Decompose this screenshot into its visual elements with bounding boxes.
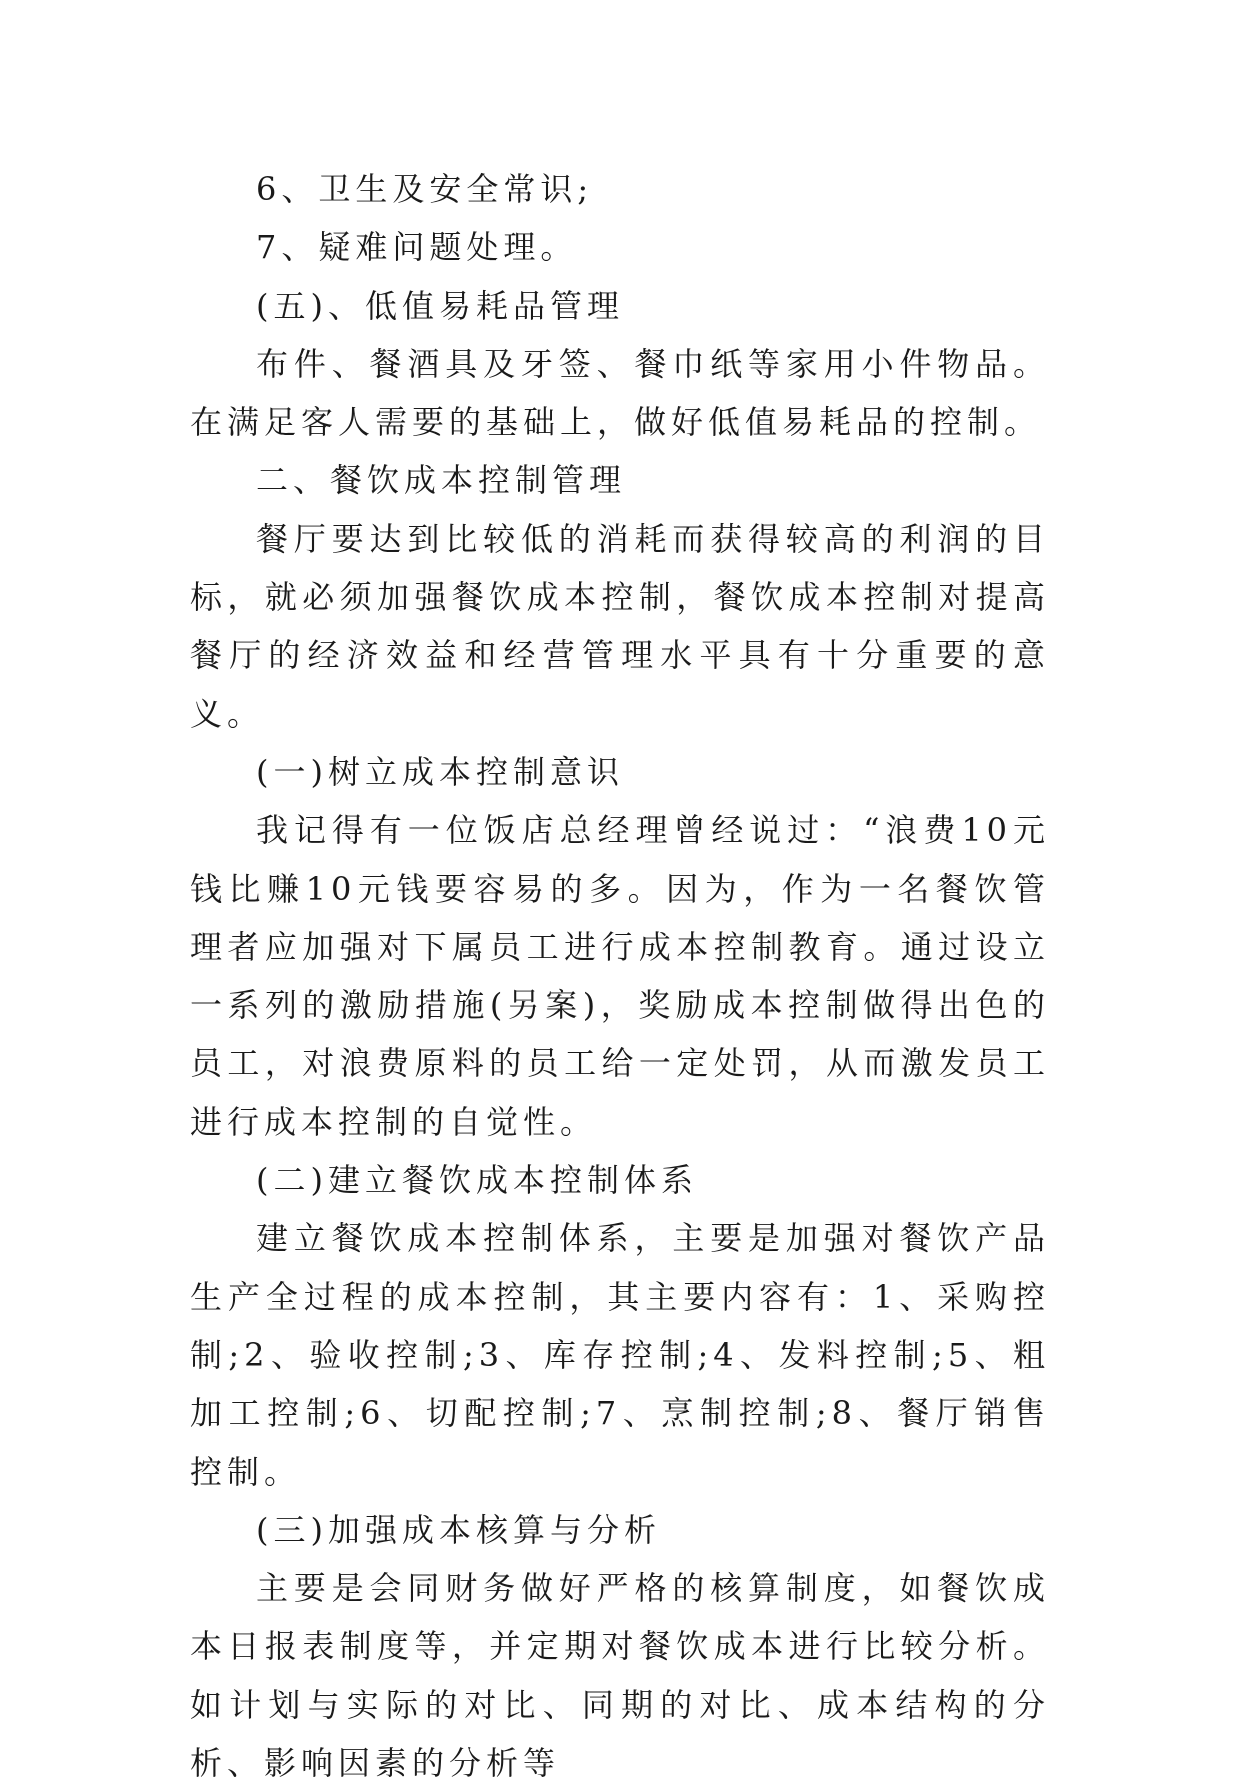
section-heading-cost-control: 二、餐饮成本控制管理 — [256, 461, 627, 500]
paragraph-cost-analysis: 主要是会同财务做好严格的核算制度，如餐饮成本日报表制度等，并定期对餐饮成本进行比较分析。如计划与实际的对比、同期的对比、成本结构的分析、影响因素的分析等 — [190, 1569, 1050, 1783]
paragraph-cost-control-intro: 餐厅要达到比较低的消耗而获得较高的利润的目标，就必须加强餐饮成本控制，餐饮成本控制对提高餐厅的经济效益和经营管理水平具有十分重要的意义。 — [190, 519, 1050, 733]
document-body — [190, 160, 1050, 1792]
paragraph-control-system: 建立餐饮成本控制体系，主要是加强对餐饮产品生产全过程的成本控制，其主要内容有：1、采购控制;2、验收控制;3、库存控制;4、发料控制;5、粗加工控制;6、切配控制;7、烹制控制;8、餐厅销售控制。 — [190, 1219, 1050, 1491]
paragraph-cost-awareness: 我记得有一位饭店总经理曾经说过：“浪费10元钱比赚10元钱要容易的多。因为，作为一名餐饮管理者应加强对下属员工进行成本控制教育。通过设立一系列的激励措施(另案)，奖励成本控制做得出色的员工，对浪费原料的员工给一定处罚，从而激发员工进行成本控制的自觉性。 — [190, 811, 1050, 1141]
subheading-cost-awareness: (一)树立成本控制意识 — [256, 752, 624, 791]
section-heading-consumables: (五)、低值易耗品管理 — [256, 286, 624, 325]
list-item-hygiene-safety: 6、卫生及安全常识; — [256, 170, 594, 208]
list-item-problem-handling: 7、疑难问题处理。 — [256, 228, 578, 267]
paragraph-consumables: 布件、餐酒具及牙签、餐巾纸等家用小件物品。在满足客人需要的基础上，做好低值易耗品的控制。 — [190, 344, 1050, 442]
subheading-control-system: (二)建立餐饮成本控制体系 — [256, 1161, 698, 1200]
subheading-cost-analysis: (三)加强成本核算与分析 — [256, 1510, 661, 1549]
